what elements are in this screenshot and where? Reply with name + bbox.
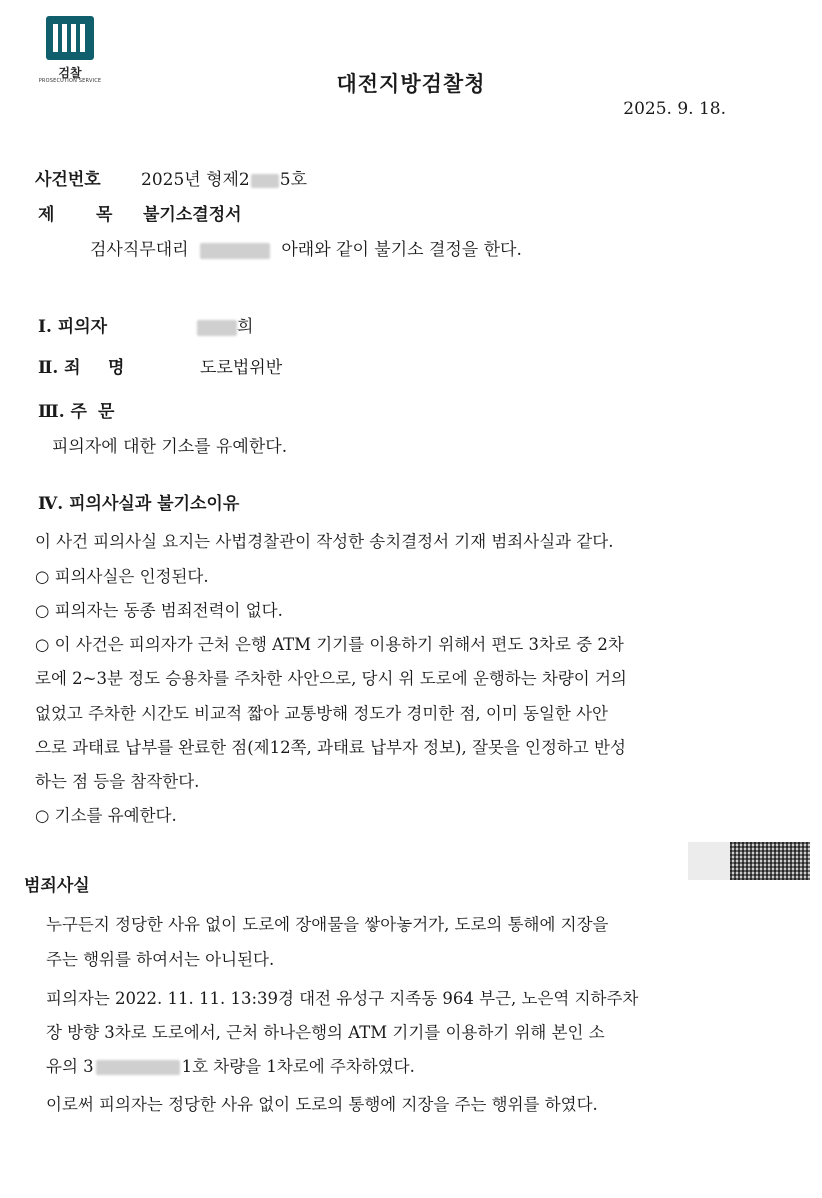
crime-line: 주는 행위를 하여서는 아니된다. bbox=[46, 950, 275, 969]
prosecutor-line bbox=[90, 242, 522, 259]
section-4-line: ○ 피의사실은 인정된다. bbox=[35, 567, 209, 586]
crime-line: 이로써 피의자는 정당한 사유 없이 도로의 통행에 지장을 주는 행위를 하였다. bbox=[46, 1095, 598, 1114]
crime-line-5-prefix: 유의 3 bbox=[46, 1057, 94, 1076]
section-4-line: 으로 과태료 납부를 완료한 점(제12쪽, 과태료 납부자 정보), 잘못을 인정하고 반성 bbox=[35, 738, 626, 757]
case-number-suffix: 5호 bbox=[279, 170, 307, 190]
case-number-label: 사건번호 bbox=[35, 170, 101, 190]
qr-code-icon bbox=[730, 842, 810, 880]
crime-line-5-suffix: 1호 차량을 1차로에 주차하였다. bbox=[181, 1057, 415, 1076]
prosecutor-suffix: 아래와 같이 불기소 결정을 한다. bbox=[281, 240, 522, 260]
logo-text: 검찰 bbox=[58, 66, 82, 80]
offense-name: 도로법위반 bbox=[200, 358, 283, 378]
subject-value: 불기소결정서 bbox=[143, 205, 242, 225]
redacted-block bbox=[197, 320, 237, 336]
section-3-label-2: 문 bbox=[98, 402, 115, 422]
section-4-label: Ⅳ. 피의사실과 불기소이유 bbox=[38, 494, 240, 514]
pillar-icon bbox=[46, 16, 94, 60]
redacted-block bbox=[96, 1060, 180, 1075]
case-number-value bbox=[141, 172, 307, 189]
section-3-text: 피의자에 대한 기소를 유예한다. bbox=[52, 437, 288, 457]
case-number-prefix: 2025년 형제2 bbox=[141, 170, 250, 190]
section-2-label-2: 명 bbox=[108, 358, 125, 378]
section-4-line: ○ 피의자는 동종 범죄전력이 없다. bbox=[35, 601, 283, 620]
section-4-line: 로에 2~3분 정도 승용차를 주차한 사안으로, 당시 위 도로에 운행하는 차량이 거의 bbox=[35, 669, 627, 688]
crime-line bbox=[46, 1053, 415, 1077]
section-1-label: Ⅰ. 피의자 bbox=[38, 317, 108, 337]
suspect-name bbox=[197, 319, 253, 336]
crime-facts-label: 범죄사실 bbox=[24, 876, 90, 896]
crime-line: 누구든지 정당한 사유 없이 도로에 장애물을 쌓아놓거가, 도로의 통해에 지장을 bbox=[46, 915, 609, 934]
redacted-block bbox=[251, 174, 279, 188]
section-3-label-1: Ⅲ. 주 bbox=[38, 402, 87, 422]
section-4-line: ○ 기소를 유예한다. bbox=[35, 806, 177, 825]
crime-line: 장 방향 3차로 도로에서, 근처 하나은행의 ATM 기기를 이용하기 위해 본인 소 bbox=[46, 1023, 605, 1042]
crime-line: 피의자는 2022. 11. 11. 13:39경 대전 유성구 지족동 964 부근, 노은역 지하주차 bbox=[46, 989, 639, 1008]
subject-label-2: 목 bbox=[96, 205, 113, 225]
subject-label-1: 제 bbox=[38, 205, 55, 225]
section-2-label-1: Ⅱ. 죄 bbox=[38, 358, 81, 378]
document-date: 2025. 9. 18. bbox=[623, 99, 726, 119]
logo-subtext: PROSECUTION SERVICE bbox=[38, 78, 102, 84]
redacted-block bbox=[200, 243, 270, 259]
suspect-name-suffix: 희 bbox=[237, 317, 254, 337]
section-4-line: 하는 점 등을 참작한다. bbox=[35, 772, 200, 791]
section-4-line: 이 사건 피의사실 요지는 사법경찰관이 작성한 송치결정서 기재 범죄사실과 같다. bbox=[35, 532, 614, 551]
seal-background bbox=[688, 842, 730, 880]
section-4-line: ○ 이 사건은 피의자가 근처 은행 ATM 기기를 이용하기 위해서 편도 3차로 중 2차 bbox=[35, 635, 624, 654]
section-4-line: 없었고 주차한 시간도 비교적 짧아 교통방해 정도가 경미한 점, 이미 동일한 사안 bbox=[35, 704, 608, 723]
prosecutor-prefix: 검사직무대리 bbox=[90, 240, 189, 260]
office-title: 대전지방검찰청 bbox=[336, 71, 486, 96]
